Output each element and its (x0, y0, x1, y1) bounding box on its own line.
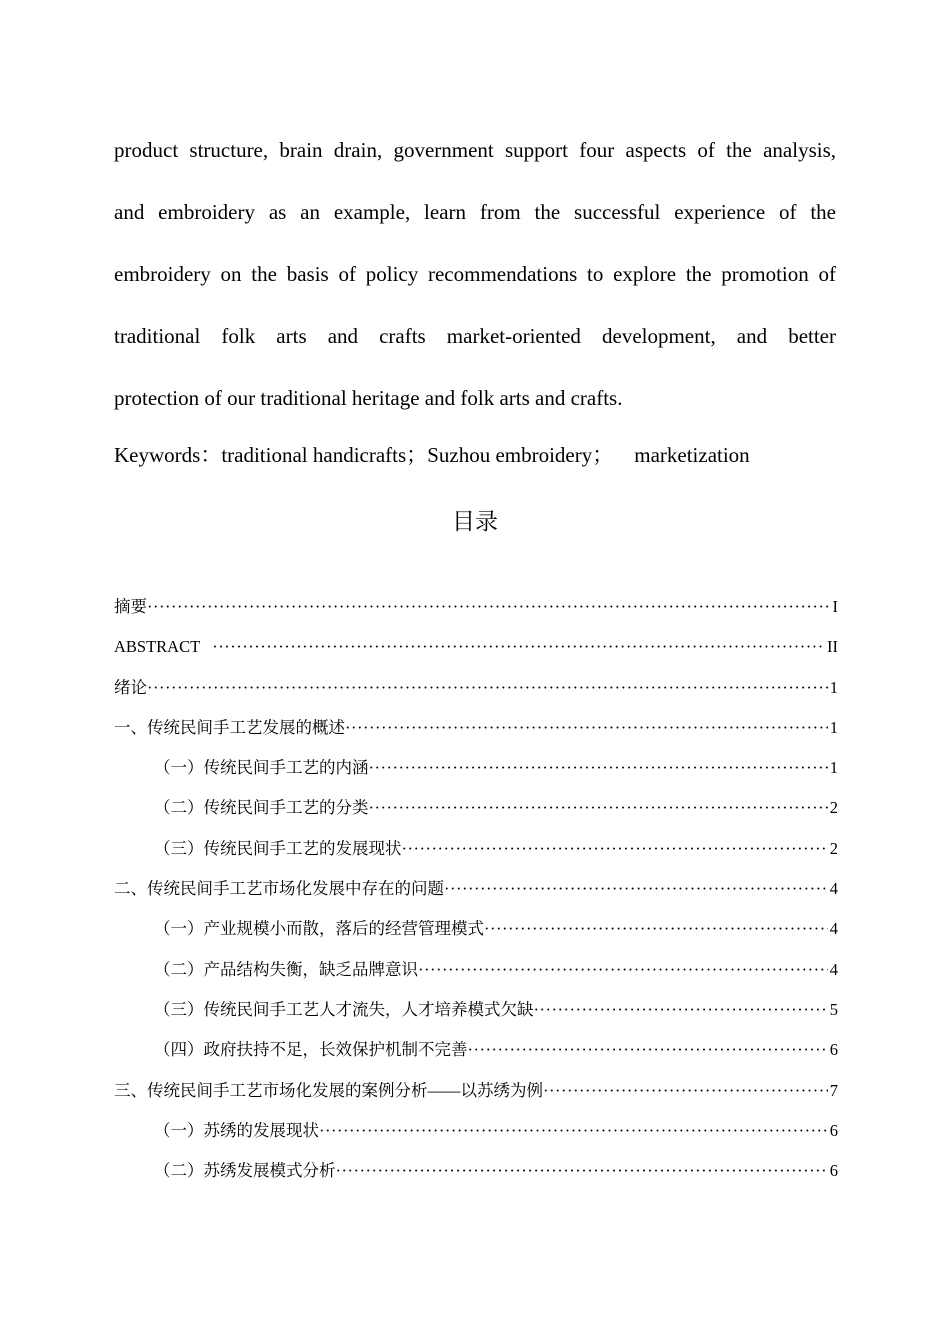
toc-entry[interactable] (114, 1035, 838, 1075)
toc-entry-label: 一、传统民间手工艺发展的概述 (114, 717, 345, 737)
abstract-line: protection of our traditional heritage and folk arts and crafts. (114, 386, 623, 410)
toc-dot-leader (543, 1076, 828, 1106)
toc-entry-page: 1 (829, 758, 838, 778)
toc-entry-label: 绪论 (114, 677, 147, 697)
toc-entry-page: 6 (829, 1120, 838, 1140)
toc-dot-leader (319, 1116, 828, 1146)
toc-entry-label: 摘要 (114, 597, 147, 616)
toc-dot-leader (369, 793, 828, 823)
toc-dot-leader (369, 753, 828, 783)
keywords-line (114, 440, 836, 470)
toc-dot-leader (484, 914, 828, 944)
toc-entry-page: 4 (829, 959, 838, 979)
table-of-contents (114, 592, 838, 1196)
keyword-gap (613, 443, 634, 467)
toc-entry-page: I (832, 597, 838, 616)
toc-dot-leader (402, 834, 828, 864)
toc-entry-label: （三）传统民间手工艺人才流失，人才培养模式欠缺 (154, 999, 534, 1019)
abstract-body (114, 130, 836, 440)
abstract-line: traditional folk arts and crafts market-oriented development, and better (114, 324, 836, 348)
toc-entry-label: （二）传统民间手工艺的分类 (154, 798, 369, 818)
toc-entry[interactable] (114, 874, 838, 914)
toc-entry[interactable] (114, 834, 838, 874)
abstract-line: product structure, brain drain, government support four aspects of the analysis, (114, 138, 836, 162)
keywords-label: Keywords： (114, 443, 222, 467)
toc-dot-leader (212, 632, 825, 662)
toc-entry[interactable] (114, 955, 838, 995)
toc-dot-leader (147, 673, 828, 703)
toc-entry-page: 4 (829, 919, 838, 939)
toc-entry-label: 二、传统民间手工艺市场化发展中存在的问题 (114, 879, 444, 899)
toc-entry[interactable] (114, 1116, 838, 1156)
toc-entry-label: （二）苏绣发展模式分析 (154, 1161, 336, 1181)
toc-entry[interactable] (114, 793, 838, 833)
toc-entry[interactable] (114, 995, 838, 1035)
toc-entry-page: 2 (829, 798, 838, 818)
keyword-item: Suzhou embroidery； (427, 443, 614, 467)
toc-entry-label: （一）传统民间手工艺的内涵 (154, 758, 369, 778)
toc-entry-label: ABSTRACT (114, 637, 213, 657)
abstract-line: embroidery on the basis of policy recommendations to explore the promotion of (114, 262, 836, 286)
toc-dot-leader (345, 713, 828, 743)
toc-entry-page: 2 (829, 838, 838, 858)
keyword-item: traditional handicrafts； (221, 443, 428, 467)
toc-entry[interactable] (114, 632, 838, 672)
toc-entry[interactable] (114, 1156, 838, 1196)
keyword-item: marketization (634, 443, 750, 467)
toc-dot-leader (534, 995, 828, 1025)
toc-dot-leader (418, 955, 828, 985)
toc-entry-label: （二）产品结构失衡，缺乏品牌意识 (154, 959, 418, 979)
toc-entry[interactable] (114, 673, 838, 713)
toc-entry-page: 5 (829, 999, 838, 1019)
toc-entry-label: （一）产业规模小而散，落后的经营管理模式 (154, 919, 484, 939)
toc-entry-page: 1 (829, 717, 838, 737)
toc-entry-page: 1 (829, 677, 838, 697)
abstract-line: and embroidery as an example, learn from the successful experience of the (114, 200, 836, 224)
toc-entry[interactable] (114, 592, 838, 632)
toc-entry[interactable] (114, 713, 838, 753)
toc-entry-label: （一）苏绣的发展现状 (154, 1120, 319, 1140)
toc-entry[interactable] (114, 753, 838, 793)
toc-entry-page: 6 (829, 1161, 838, 1181)
toc-entry-label: （三）传统民间手工艺的发展现状 (154, 838, 402, 858)
toc-entry-page: 6 (829, 1040, 838, 1060)
toc-dot-leader (444, 874, 828, 904)
toc-entry-page: II (827, 637, 838, 657)
toc-entry-label: 三、传统民间手工艺市场化发展的案例分析——以苏绣为例 (114, 1080, 543, 1100)
toc-dot-leader (147, 592, 831, 622)
toc-entry[interactable] (114, 914, 838, 954)
toc-title: 目录 (452, 509, 498, 535)
toc-entry-page: 4 (829, 879, 838, 899)
toc-entry-label: （四）政府扶持不足，长效保护机制不完善 (154, 1040, 468, 1060)
toc-dot-leader (468, 1035, 828, 1065)
toc-entry-page: 7 (829, 1080, 838, 1100)
toc-dot-leader (336, 1156, 828, 1186)
toc-entry[interactable] (114, 1076, 838, 1116)
